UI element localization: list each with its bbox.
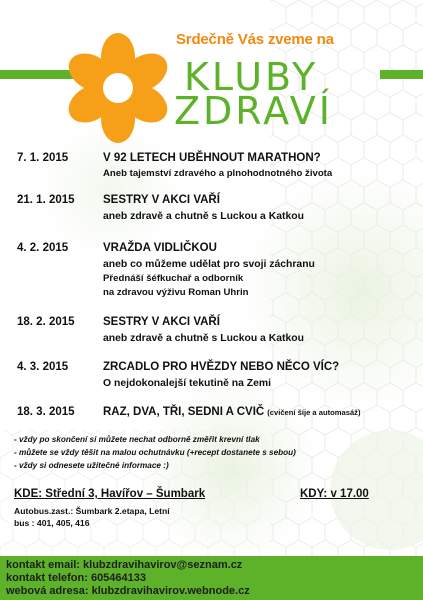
event-date: 18. 3. 2015 — [17, 406, 75, 418]
event-subtitle: aneb zdravě a chutně s Luckou a Katkou — [103, 211, 304, 222]
event-subtitle: O nejdokonalejší tekutině na Zemi — [103, 378, 272, 389]
event-title: V 92 LETECH UBĚHNOUT MARATHON? — [103, 152, 321, 164]
event-subtitle: aneb co můžeme udělat pro svoji záchranu — [103, 259, 315, 270]
note-item: - vždy po skončení si můžete nechat odborně změřit krevní tlak — [14, 435, 260, 444]
event-speaker-line: na zdravou výživu Roman Uhrin — [103, 287, 249, 298]
contact-email[interactable]: kontakt email: klubzdravihavirov@seznam.cz — [6, 559, 243, 571]
event-speaker-line: Přednáší šéfkuchař a odborník — [103, 273, 244, 284]
location-address: KDE: Střední 3, Havířov – Šumbark — [14, 488, 206, 500]
bus-lines: bus : 401, 405, 416 — [14, 517, 90, 528]
contact-phone[interactable]: kontakt telefon: 605464133 — [6, 572, 147, 584]
event-title: VRAŽDA VIDLIČKOU — [103, 242, 217, 254]
event-title: ZRCADLO PRO HVĚZDY NEBO NĚCO VÍC? — [103, 361, 340, 373]
brand-title-kluby: KLUBY — [184, 55, 319, 99]
event-subtitle: aneb zdravě a chutně s Luckou a Katkou — [103, 333, 304, 344]
event-title: SESTRY V AKCI VAŘÍ — [103, 316, 220, 328]
note-item: - můžete se vždy těšit na malou ochutnávku (+recept dostanete s sebou) — [14, 448, 296, 457]
notes-list — [14, 433, 414, 472]
event-subtitle: Aneb tajemství zdravého a plnohodnotného života — [103, 168, 333, 179]
event-date: 7. 1. 2015 — [17, 152, 69, 164]
event-date: 21. 1. 2015 — [17, 194, 75, 206]
event-title: SESTRY V AKCI VAŘÍ — [103, 194, 220, 206]
bus-info — [14, 506, 170, 529]
event-note: (cvičení šíje a automasáž) — [267, 408, 361, 417]
event-date: 18. 2. 2015 — [17, 316, 75, 328]
event-date: 4. 3. 2015 — [17, 361, 69, 373]
invite-text: Srdečně Vás zveme na — [176, 31, 334, 48]
bus-stop: Autobus.zast.: Šumbark 2.etapa, Letní — [14, 506, 170, 516]
flower-logo-icon — [66, 32, 170, 144]
contact-bar — [0, 556, 423, 600]
event-title — [103, 406, 361, 418]
contact-web[interactable]: webová adresa: klubzdravihavirov.webnode.cz — [6, 585, 250, 597]
brand-title-zdravi: ZDRAVÍ — [174, 89, 333, 133]
note-item: - vždy si odnesete užitečné informace :) — [14, 461, 169, 470]
header-green-bar-right — [380, 70, 423, 79]
event-date: 4. 2. 2015 — [17, 242, 69, 254]
event-time: KDY: v 17.00 — [300, 488, 369, 500]
event-title-text: RAZ, DVA, TŘI, SEDNI A CVIČ — [103, 406, 265, 418]
